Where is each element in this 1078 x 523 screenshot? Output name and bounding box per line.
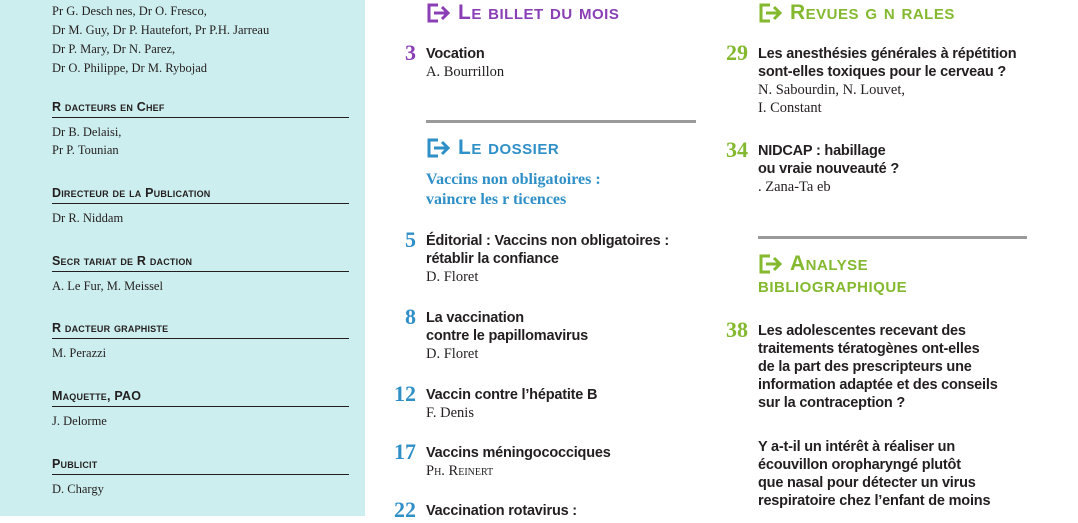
analyse-heading-line: Analyse [790, 252, 869, 275]
article-entry[interactable] [394, 439, 696, 480]
article-title-line: Vocation [426, 46, 485, 62]
article-author-line: I. Constant [758, 100, 822, 116]
publication-director-block [52, 186, 349, 227]
revues-heading [758, 2, 955, 24]
article-entry[interactable] [758, 438, 1058, 510]
article-author: A. Bourrillon [426, 64, 505, 80]
article-page-number: 34 [726, 137, 748, 162]
article-entry[interactable] [405, 304, 696, 363]
article-author: D. Floret [426, 269, 479, 285]
editors-in-chief-label: R dacteurs en Chef [52, 100, 349, 118]
article-title-line: rétablir la confiance [426, 251, 559, 267]
article-title-line: sont-elles toxiques pour le cerveau ? [758, 64, 1007, 80]
billet-heading-text: Le billet du mois [458, 1, 620, 24]
advertising-value: D. Chargy [52, 482, 104, 496]
article-page-number: 29 [726, 40, 748, 65]
article-title [758, 142, 1058, 178]
layout-pao-label: Maquette, PAO [52, 389, 349, 407]
graphic-editor-label: R dacteur graphiste [52, 321, 349, 339]
article-title [426, 502, 696, 520]
article-entry[interactable] [394, 497, 696, 522]
article-entry[interactable] [394, 381, 696, 422]
article-title-line: Les anesthésies générales à répétition [758, 46, 1017, 62]
advertising-label: Publicit [52, 457, 349, 475]
article-title-line: écouvillon oropharyngé plutôt [758, 457, 961, 473]
layout-pao-block [52, 389, 349, 430]
article-entry[interactable] [726, 317, 1058, 412]
article-entry[interactable] [405, 227, 696, 286]
editorial-secretariat-block [52, 254, 349, 295]
article-title-line: ou vraie nouveauté ? [758, 161, 900, 177]
article-page-number: 38 [726, 317, 748, 342]
graphic-editor-block [52, 321, 349, 362]
dossier-heading-text: Le dossier [458, 136, 560, 159]
article-title [426, 386, 696, 404]
arrow-box-icon [426, 2, 452, 24]
article-page-number: 22 [394, 497, 416, 522]
publication-director-label: Directeur de la Publication [52, 186, 349, 204]
layout-pao-value: J. Delorme [52, 414, 107, 428]
article-title [426, 45, 696, 63]
article-title-line: NIDCAP : habillage [758, 143, 886, 159]
dossier-subtitle-line: vaincre les r ticences [426, 191, 567, 208]
billet-heading [426, 2, 619, 24]
article-title-line: Vaccination rotavirus : [426, 503, 577, 519]
article-title-line: Éditorial : Vaccins non obligatoires : [426, 233, 669, 249]
publication-director-value: Dr R. Niddam [52, 211, 124, 225]
article-title-line: de la part des prescripteurs une [758, 359, 972, 375]
article-title [426, 444, 696, 462]
analyse-heading [758, 253, 907, 297]
article-title-line: Les adolescentes recevant des [758, 323, 966, 339]
committee-name-line: Dr P. Mary, Dr N. Parez, [52, 42, 176, 56]
section-divider [426, 120, 696, 123]
article-page-number: 17 [394, 439, 416, 464]
article-page-number: 12 [394, 381, 416, 406]
article-page-number: 5 [405, 227, 416, 252]
article-title-line: traitements tératogènes ont-elles [758, 341, 980, 357]
article-title-line: information adaptée et des conseils [758, 377, 998, 393]
article-title-line: Vaccins méningococciques [426, 445, 611, 461]
article-title [426, 309, 696, 345]
article-entry[interactable] [405, 40, 696, 81]
article-title-line: La vaccination [426, 310, 524, 326]
article-author: . Zana-Ta eb [758, 179, 831, 195]
editorial-secretariat-value: A. Le Fur, M. Meissel [52, 279, 163, 293]
graphic-editor-value: M. Perazzi [52, 346, 107, 360]
editors-in-chief-value: Dr B. Delaisi, [52, 125, 122, 139]
editors-in-chief-value: Pr P. Tounian [52, 143, 119, 157]
arrow-box-icon [758, 2, 784, 24]
analyse-heading-text [758, 252, 908, 297]
article-entry[interactable] [726, 40, 1058, 117]
article-page-number: 8 [405, 304, 416, 329]
article-title-line: respiratoire chez l’enfant de moins [758, 493, 991, 509]
editors-in-chief-block [52, 100, 349, 159]
article-author: Ph. Reinert [426, 463, 494, 479]
analyse-heading-line: bibliographique [758, 274, 908, 297]
arrow-box-icon [426, 137, 452, 159]
dossier-heading [426, 137, 559, 159]
article-title [426, 232, 696, 268]
committee-names [52, 2, 269, 78]
article-title-line: Vaccin contre l’hépatite B [426, 387, 598, 403]
article-author-line: N. Sabourdin, N. Louvet, [758, 82, 905, 98]
advertising-block [52, 457, 349, 498]
article-title-line: que nasal pour détecter un virus [758, 475, 976, 491]
arrow-box-icon [758, 253, 784, 275]
committee-name-line: Dr M. Guy, Dr P. Hautefort, Pr P.H. Jarreau [52, 23, 270, 37]
article-title-line: sur la contraception ? [758, 395, 906, 411]
article-title-line: Y a-t-il un intérêt à réaliser un [758, 439, 955, 455]
committee-name-line: Pr G. Desch nes, Dr O. Fresco, [52, 4, 207, 18]
article-entry[interactable] [726, 137, 1058, 196]
section-divider [758, 236, 1027, 239]
editorial-sidebar [0, 0, 365, 516]
revues-heading-text: Revues g n rales [790, 1, 955, 24]
article-title [758, 322, 1058, 412]
article-author: D. Floret [426, 346, 479, 362]
dossier-subtitle-line: Vaccins non obligatoires : [426, 171, 601, 188]
article-author: F. Denis [426, 405, 474, 421]
article-title [758, 45, 1058, 81]
article-title-line: contre le papillomavirus [426, 328, 588, 344]
article-title [758, 438, 1058, 510]
committee-name-line: Dr O. Philippe, Dr M. Rybojad [52, 61, 208, 75]
article-page-number: 3 [405, 40, 416, 65]
editorial-secretariat-label: Secr tariat de R daction [52, 254, 349, 272]
dossier-subtitle [426, 170, 601, 210]
article-author [758, 81, 1058, 117]
